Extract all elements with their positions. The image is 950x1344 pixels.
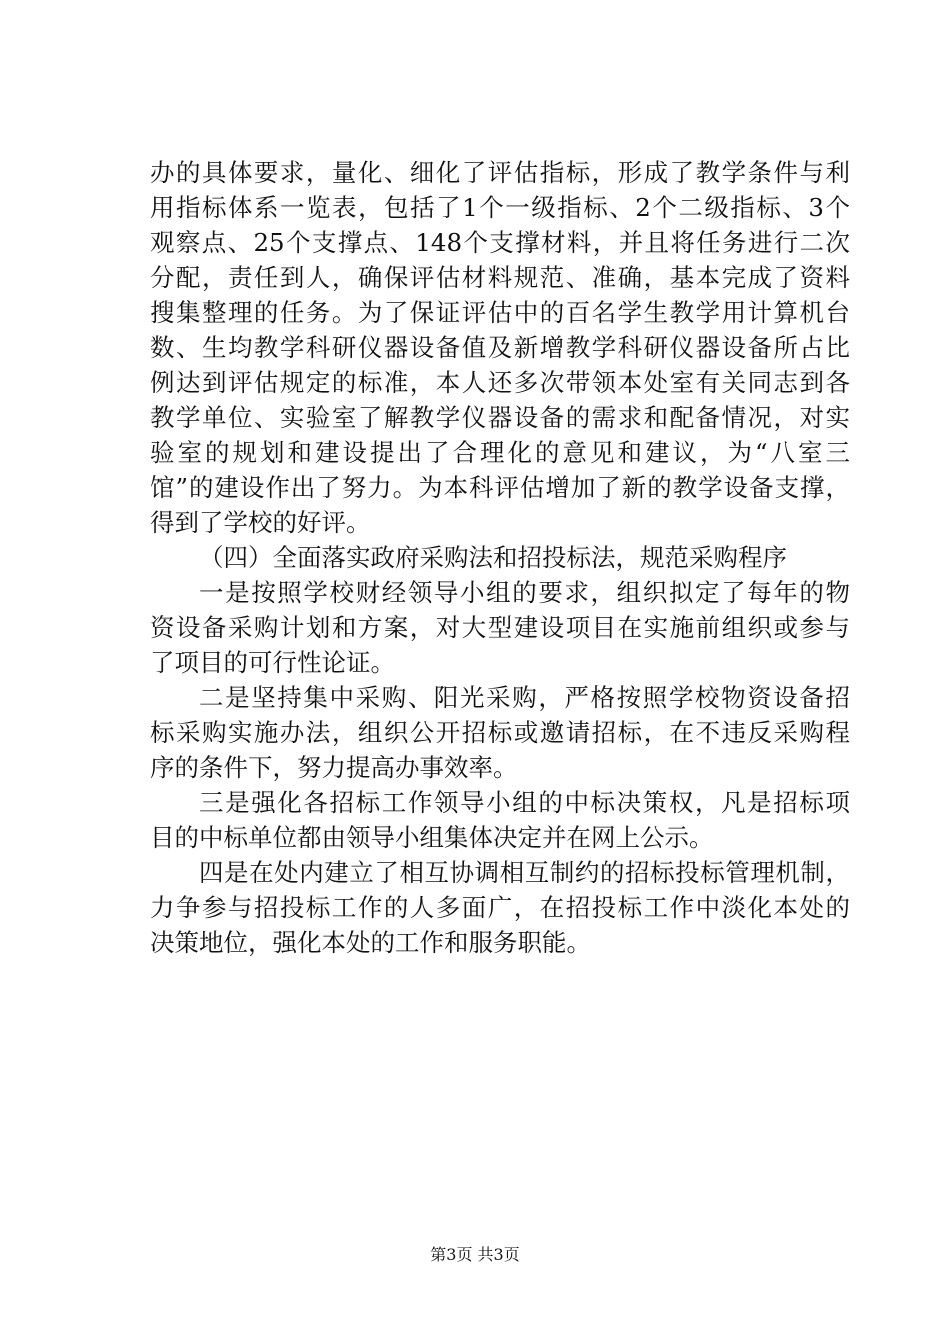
text-line: 二是坚持集中采购、阳光采购，严格按照学校物资设备招 — [199, 683, 850, 712]
text-line: 馆”的建设作出了努力。为本科评估增加了新的教学设备支撑， — [150, 473, 850, 502]
text-line: 标采购实施办法，组织公开招标或邀请招标，在不违反采购程 — [150, 718, 850, 747]
text-line: 办的具体要求，量化、细化了评估指标，形成了教学条件与利 — [150, 158, 850, 187]
text-line: 验室的规划和建设提出了合理化的意见和建议，为“八室三 — [150, 438, 850, 467]
text-line: 了项目的可行性论证。 — [150, 648, 395, 677]
text-line: 力争参与招投标工作的人多面广，在招投标工作中淡化本处的 — [150, 893, 850, 922]
page-footer: 第3页 共3页 — [430, 1245, 520, 1264]
text-line: 四是在处内建立了相互协调相互制约的招标投标管理机制， — [199, 858, 850, 887]
text-line: 分配，责任到人，确保评估材料规范、准确，基本完成了资料 — [150, 263, 850, 292]
text-line: 目的中标单位都由领导小组集体决定并在网上公示。 — [150, 823, 714, 852]
document-body — [150, 155, 850, 960]
text-line: 数、生均教学科研仪器设备值及新增教学科研仪器设备所占比 — [150, 333, 850, 362]
text-line: 一是按照学校财经领导小组的要求，组织拟定了每年的物 — [199, 578, 850, 607]
text-line: 序的条件下，努力提高办事效率。 — [150, 753, 518, 782]
text-line: 决策地位，强化本处的工作和服务职能。 — [150, 928, 591, 957]
text-line: （四）全面落实政府采购法和招投标法，规范采购程序 — [199, 543, 787, 572]
text-line: 教学单位、实验室了解教学仪器设备的需求和配备情况，对实 — [150, 403, 850, 432]
text-line: 三是强化各招标工作领导小组的中标决策权，凡是招标项 — [199, 788, 850, 817]
text-line: 用指标体系一览表，包括了1个一级指标、2个二级指标、3个 — [150, 193, 850, 222]
text-line: 得到了学校的好评。 — [150, 508, 371, 537]
text-line: 观察点、25个支撑点、148个支撑材料，并且将任务进行二次 — [150, 228, 850, 257]
text-line: 资设备采购计划和方案，对大型建设项目在实施前组织或参与 — [150, 613, 850, 642]
text-line: 搜集整理的任务。为了保证评估中的百名学生教学用计算机台 — [150, 298, 850, 327]
text-line: 例达到评估规定的标准，本人还多次带领本处室有关同志到各 — [150, 368, 850, 397]
